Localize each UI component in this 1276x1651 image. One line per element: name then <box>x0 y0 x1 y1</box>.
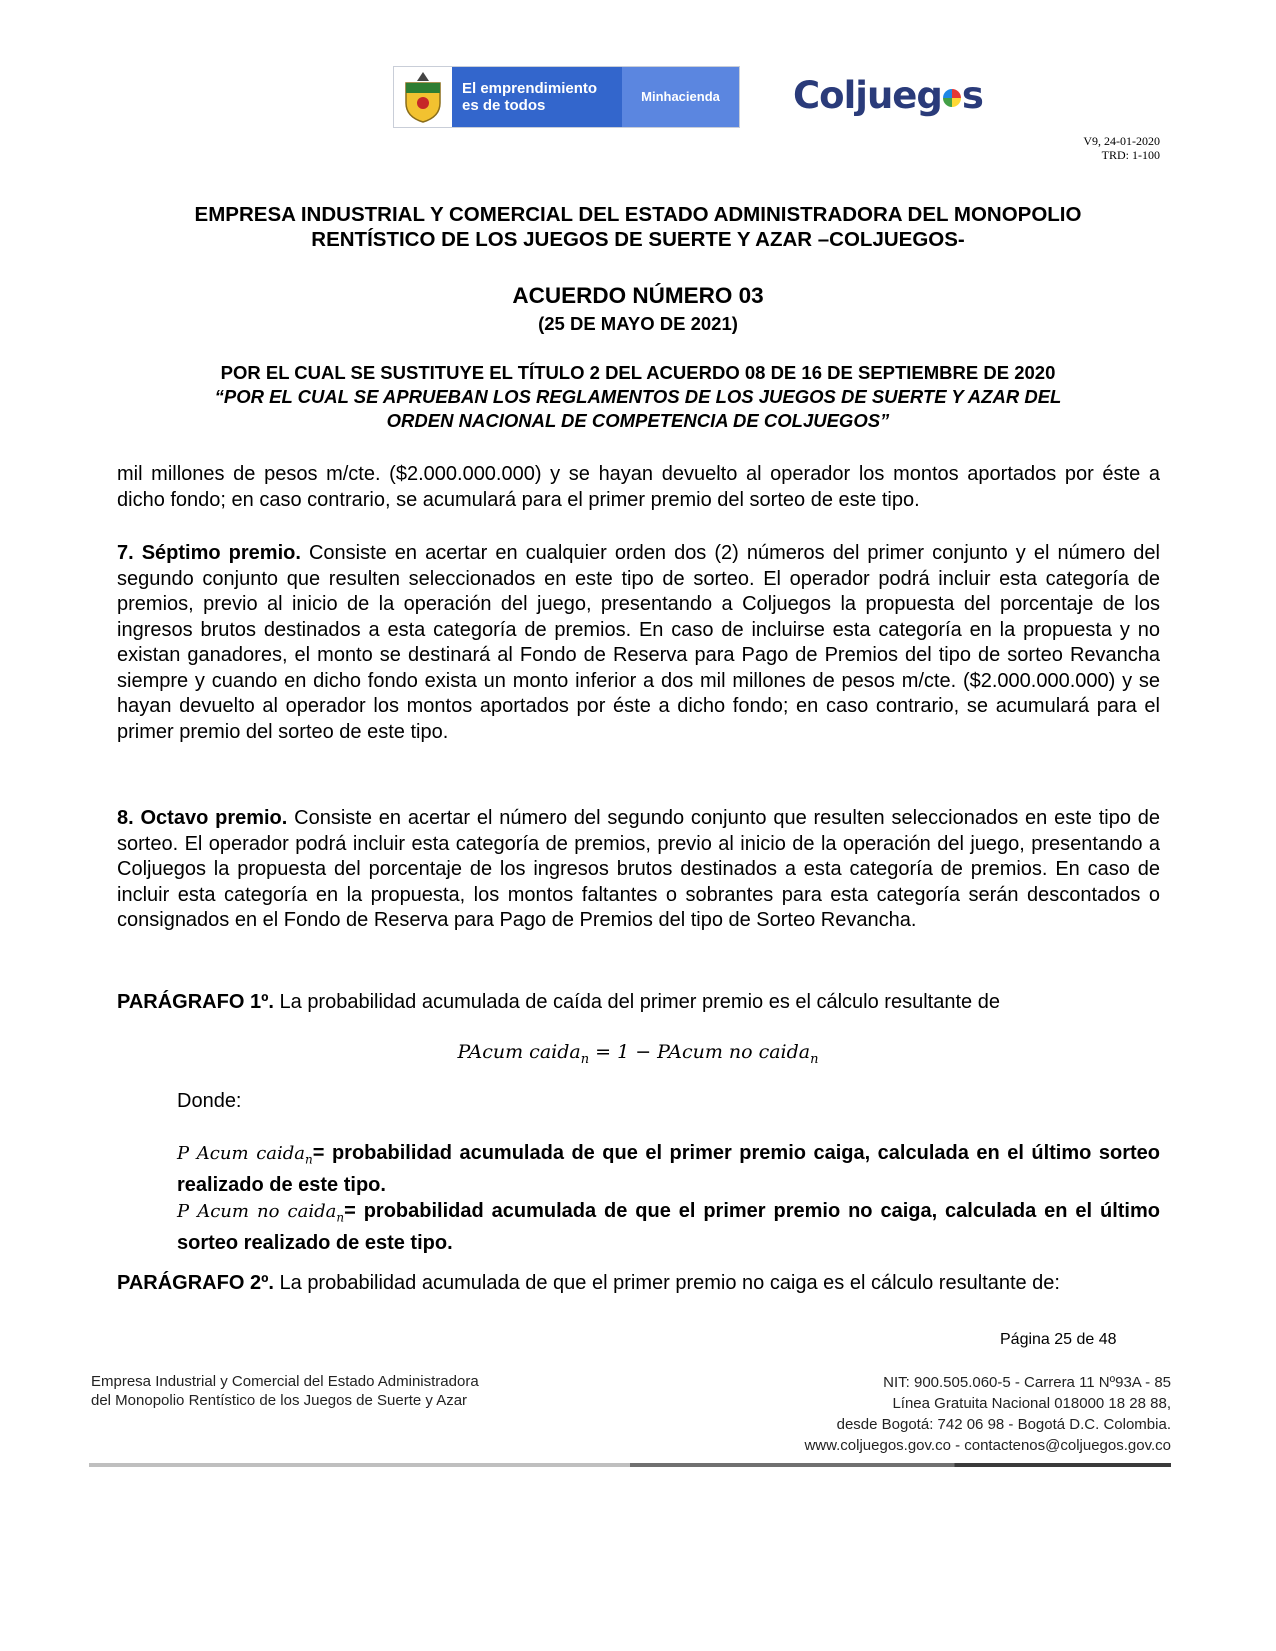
probability-formula: PAcum caida$_n$ = 1 − PAcum no caida$_n$ <box>457 1041 819 1067</box>
paragraph-continuation: mil millones de pesos m/cte. ($2.000.000.000) y se hayan devuelto al operador los montos aportados por éste a dicho fondo; en caso contrario, se acumulará para el primer premio del sorteo de este tipo. <box>117 463 1160 511</box>
gov-logo-ministry: Minhacienda <box>622 67 739 127</box>
footer-entity: Empresa Industrial y Comercial del Estado Administradora del Monopolio Rentístico de los Juegos de Suerte y Azar <box>91 1373 479 1409</box>
donde-label: Donde: <box>177 1090 242 1112</box>
coat-of-arms-icon <box>396 69 450 125</box>
paragraph-septimo-premio: 7. Séptimo premio. Consiste en acertar en cualquier orden dos (2) números del primer conjunto y el número del segundo conjunto que resulten seleccionados en este tipo de sorteo. El operador podrá incluir esta categoría de premios, previo al inicio de la operación del juego, presentando a Coljuegos la propuesta del porcentaje de los ingresos brutos destinados a esta categoría de premios. En caso de incluirse esta categoría en la propuesta y no existan ganadores, el monto se destinará al Fondo de Reserva para Pago de Premios del tipo de sorteo Revancha siempre y cuando en dicho fondo exista un monto inferior a dos mil millones de pesos m/cte. ($2.000.000.000) y se hayan devuelto al operador los montos aportados por éste a dicho fondo; en caso contrario, se acumulará para el primer premio del sorteo de este tipo. <box>117 542 1160 743</box>
page-number: Página 25 de 48 <box>1000 1331 1117 1348</box>
government-logo <box>393 66 740 128</box>
acuerdo-date: (25 DE MAYO DE 2021) <box>538 313 738 334</box>
definition-acum-caida: P Acum caida$_n$= probabilidad acumulada de que el primer premio caiga, calculada en el último sorteo realizado de este tipo. <box>177 1142 1160 1197</box>
acuerdo-subject: POR EL CUAL SE SUSTITUYE EL TÍTULO 2 DEL ACUERDO 08 DE 16 DE SEPTIEMBRE DE 2020 “POR EL CUAL SE APRUEBAN LOS REGLAMENTOS DE LOS JUEGOS DE SUERTE Y AZAR DEL ORDEN NACIONAL DE COMPETENCIA DE COLJUEGOS” <box>214 362 1062 431</box>
footer-divider <box>89 1463 1171 1467</box>
acuerdo-title: ACUERDO NÚMERO 03 <box>512 283 764 308</box>
definition-acum-no-caida: P Acum no caida$_n$= probabilidad acumulada de que el primer premio no caiga, calculada en el último sorteo realizado de este tipo. <box>177 1199 1160 1254</box>
coljuegos-ball-icon <box>943 89 961 107</box>
paragraph-octavo-premio: 8. Octavo premio. Consiste en acertar el número del segundo conjunto que resulten seleccionados en este tipo de sorteo. El operador podrá incluir esta categoría de premios, previo al inicio de la operación del juego, presentando a Coljuegos la propuesta del porcentaje de los ingresos brutos destinados a esta categoría de premios. En caso de incluir esta categoría en la propuesta, los montos faltantes o sobrantes para esta categoría serán descontados o consignados en el Fondo de Reserva para Pago de Premios del tipo de Sorteo Revancha. <box>117 807 1160 931</box>
paragrafo-2: PARÁGRAFO 2º. La probabilidad acumulada de que el primer premio no caiga es el cálculo resultante de: <box>117 1272 1060 1294</box>
entity-title: EMPRESA INDUSTRIAL Y COMERCIAL DEL ESTADO ADMINISTRADORA DEL MONOPOLIO RENTÍSTICO DE LOS JUEGOS DE SUERTE Y AZAR –COLJUEGOS- <box>194 203 1082 251</box>
coljuegos-logo: Coljueg s <box>793 74 983 117</box>
footer-contact: NIT: 900.505.060-5 - Carrera 11 Nº93A - 85 Línea Gratuita Nacional 018000 18 28 88, desde Bogotá: 742 06 98 - Bogotá D.C. Colombia. www.coljuegos.gov.co - contactenos@coljuegos.gov.co <box>804 1374 1171 1454</box>
gov-logo-slogan: El emprendimiento es de todos <box>452 67 622 127</box>
definitions <box>177 1141 1160 1256</box>
version-info: V9, 24-01-2020 TRD: 1-100 <box>1083 134 1160 162</box>
paragrafo-1: PARÁGRAFO 1º. La probabilidad acumulada de caída del primer premio es el cálculo resultante de <box>117 991 1000 1013</box>
